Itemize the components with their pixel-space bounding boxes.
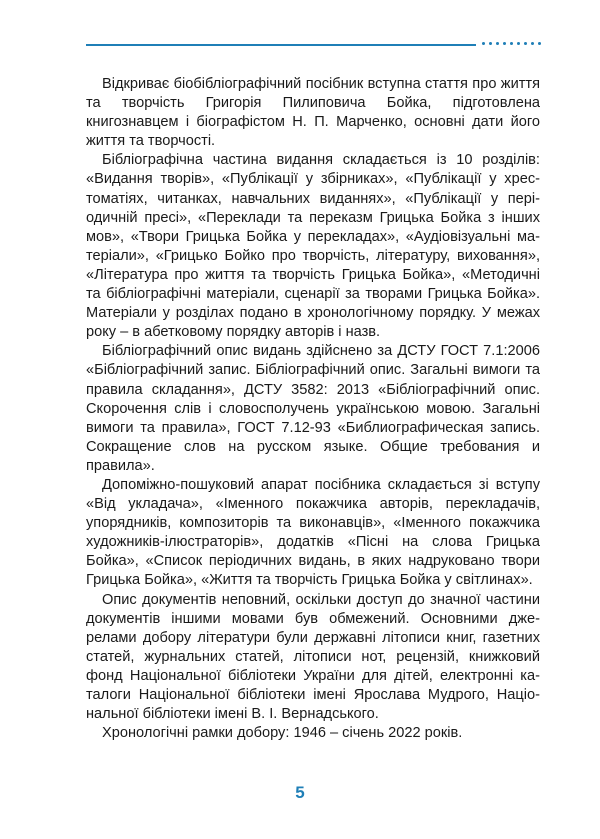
header-dot — [517, 42, 520, 45]
paragraph-intro: Відкриває біобібліографічний посібник вступна стаття про життя та творчість Григорія Пилиповича Бойка, підготовлена книгознавцем і біографістом Н. П. Марченко, основні дати його життя та творчості. — [86, 76, 540, 150]
paragraph-chronology: Хронологічні рамки добору: 1946 – січень 2022 років. — [102, 725, 463, 742]
header-dot — [531, 42, 534, 45]
header-dot — [538, 42, 541, 45]
header-dot — [503, 42, 506, 45]
document-body — [86, 75, 540, 743]
paragraph-apparatus: Допоміжно-пошуковий апарат посібника складається зі вступу «Від укладача», «Іменного покажчика авторів, перекладачів, упорядників, композиторів та виконавців», «Іменного покажчика художників-ілюстраторів», додатків «Пісні на слова Грицька Бойка», «Список періодичних видань, в яких надруковано твори Грицька Бойка», «Життя та творчість Грицька Бойка у світлинах». — [86, 476, 540, 589]
header-dot — [496, 42, 499, 45]
paragraph-standards: Бібліографічний опис видань здійснено за ДСТУ ГОСТ 7.1:2006 «Бібліографічний запис. Бібліографічний опис. Загальні вимоги та правила складання», ДСТУ 3582: 2013 «Бібліографічний опис. Скорочення слів і словосполучень українською мовою. Загальні вимоги та правила», ГОСТ 7.12-93 «Библиографическая запись. Сокращение слов на русском языке. Общие требования и правила». — [86, 343, 540, 474]
page-number: 5 — [295, 783, 305, 802]
header-dot — [524, 42, 527, 45]
header-dot — [482, 42, 485, 45]
header-dot — [489, 42, 492, 45]
paragraph-sources: Опис документів неповний, оскільки доступ до значної частини документів іншими мовами був обмежений. Основними джерелами добору літератури були державні літописи книг, газетних статей, журнальних статей, літописи нот, рецензій, книжковий фонд Національної бібліотеки України для дітей, електронні каталоги Національної бібліотеки імені Ярослава Мудрого, Національної бібліотеки імені В. І. Вернадського. — [86, 591, 540, 723]
header-dots — [482, 42, 541, 45]
header-rule — [86, 44, 476, 46]
paragraph-sections: Бібліографічна частина видання складається із 10 розділів: «Видання творів», «Публікації у збірниках», «Публікації у хрестоматіях, читанках, навчальних виданнях», «Публікації у періодичній пресі», «Переклади та переказм Грицька Бойка з інших мов», «Твори Грицька Бойка у перекладах», «Аудіовізуальні матеріали», «Грицько Бойко про творчість, літературу, виховання», «Література про життя та творчість Грицька Бойка», «Методичні та бібліографічні матеріали, сценарії за творами Грицька Бойка». Матеріали у розділах подано в хронологічному порядку. У межах року – в абетковому порядку авторів і назв. — [86, 152, 540, 341]
header-dot — [510, 42, 513, 45]
